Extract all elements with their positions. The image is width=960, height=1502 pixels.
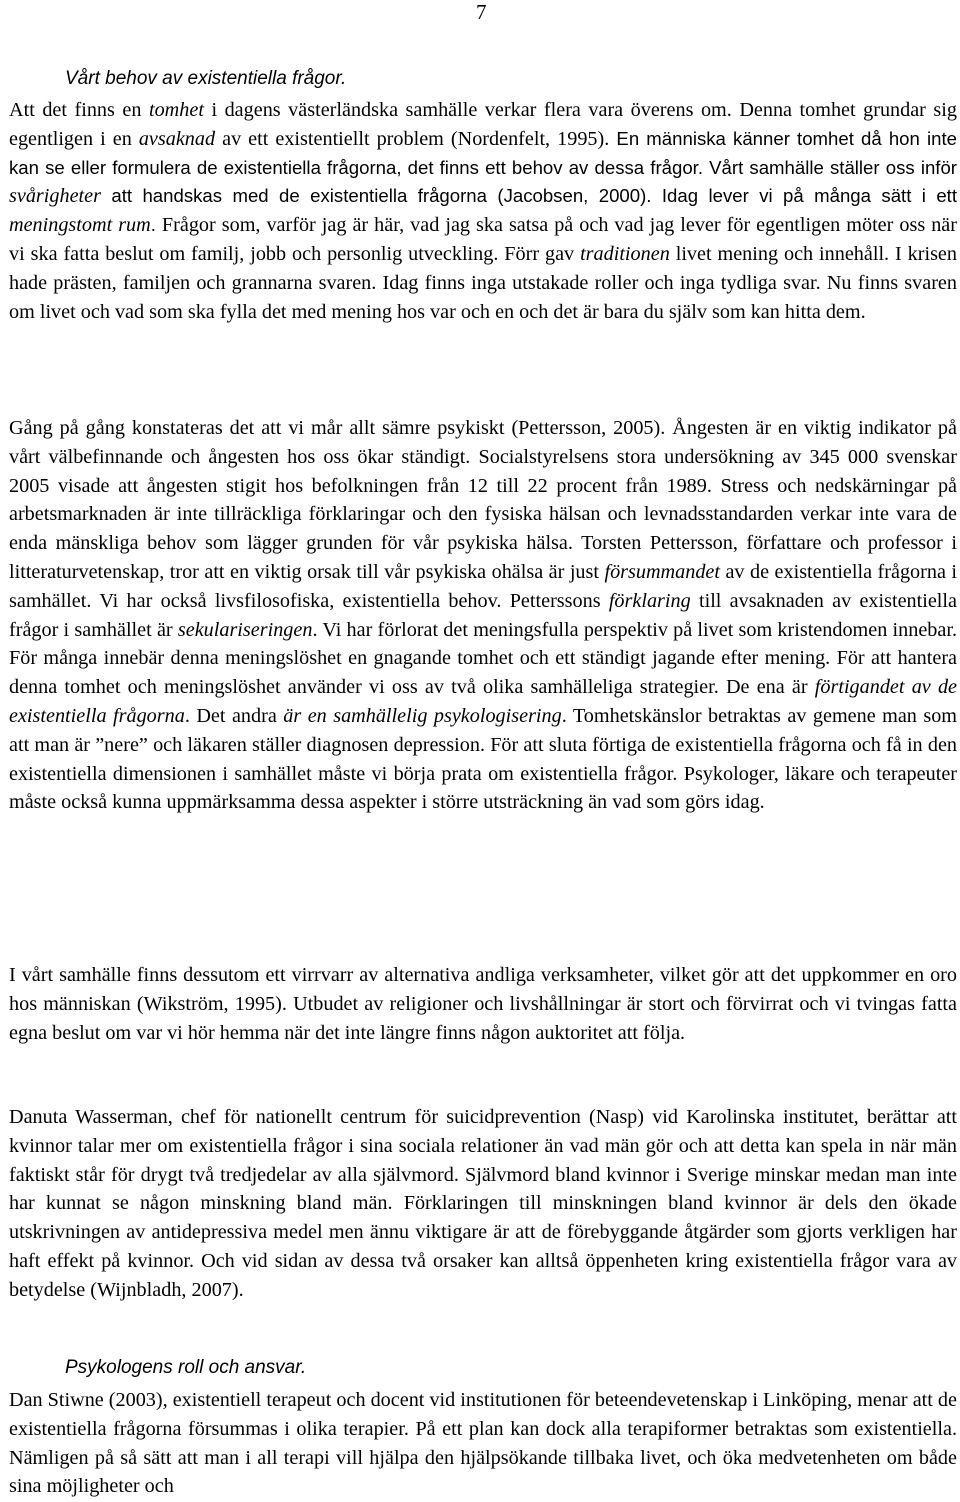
text-run: livet mening och innehåll. I krisen hade prästen, familjen och grannarna svaren. Idag finns inga utstakade roller och inga tydliga svar. Nu finns svaren om livet och vad som ska fylla det med mening hos var och en och det är bara du själv som kan hitta dem. (9, 242, 957, 323)
text-run: av ett existentiellt problem (Nordenfelt, 1995). (215, 127, 610, 150)
paragraph-spiritual-alternatives: I vårt samhälle finns dessutom ett virrvarr av alternativa andliga verksamheter, vilket gör att det uppkommer en oro hos människan (Wikström, 1995). Utbudet av religioner och livshållningar är stort och förvirrat och vi tvingas fatta egna beslut om var vi hör hemma när det inte längre finns någon auktoritet att följa. (9, 964, 957, 1044)
emphasis: traditionen (580, 242, 670, 265)
emphasis: förklaring (608, 589, 691, 612)
text-run: i dagens västerländska samhälle verkar flera vara överens om. Denna tomhet grundar sig egentligen i en (9, 99, 957, 150)
text-run: Frågor som, varför jag är här, vad jag ska satsa på och vad jag lever för egentligen möter oss när vi ska fatta beslut om familj, jobb och personlig utveckling. Förr gav (9, 214, 957, 265)
text-run: av de existentiella frågorna i samhället. Vi har också livsfilosofiska, existentiella behov. Petterssons (9, 560, 957, 612)
emphasis: meningstomt rum (9, 214, 151, 237)
emphasis: sekulariseringen (177, 618, 313, 641)
section-heading-psychologist-role: Psykologens roll och ansvar. (65, 1357, 307, 1378)
paragraph-emptiness (9, 96, 957, 326)
emphasis: förtigandet av de existentiella frågorna (9, 676, 957, 727)
emphasis: försummandet (604, 560, 720, 583)
emphasis: svårigheter (9, 185, 101, 208)
text-run: . Tomhetskänslor betraktas av gemene man som att man är ”nere” och läkaren ställer diagnosen depression. För att sluta förtiga de existentiella frågorna och få in den existentiella dimensionen i samhället måste vi börja prata om existentiella frågor. Psykologer, läkare och terapeuter måste också kunna uppmärksamma dessa aspekter i större utsträckning än vad som görs idag. (9, 704, 958, 814)
text-run: Att det finns en (9, 99, 149, 121)
text-run: . (150, 214, 156, 236)
section-heading-existential-needs: Vårt behov av existentiella frågor. (65, 68, 347, 89)
text-run: till avsaknaden av existentiella frågor i samhället är (9, 589, 957, 641)
text-run: Gång på gång konstateras det att vi mår allt sämre psykiskt (Pettersson, 2005). Ångesten är en viktig indikator på vårt välbefinnande och ångesten hos oss ökar ständigt. Socialstyrelsens stora undersökning av 345 000 svenskar 2005 visade att ångesten stigit hos befolkningen från 12 till 22 procent från 1989. Stress och nedskärningar på arbetsmarknaden är inte tillräckliga förklaringar och den fysiska hälsan och levnadsstandarden verkar inte vara de enda mänskliga behov som lägger grunden för vår psykiska hälsa. Torsten Pettersson, författare och professor i litteraturvetenskap, tror att en viktig orsak till vår psykiska ohälsa är just (9, 417, 957, 583)
emphasis: är en samhällelig psykologisering (283, 704, 562, 727)
text-run: att handskas med de existentiella frågorna (Jacobsen, 2000). Idag lever vi på många sätt i ett (100, 185, 957, 207)
page-number: 7 (476, 0, 487, 24)
paragraph-stiwne: Dan Stiwne (2003), existentiell terapeut och docent vid institutionen för beteendevetenskap i Linköping, menar att de existentiella frågorna försummas i olika terapier. På ett plan kan dock alla terapiformer betraktas som existentiella. Nämligen på så sätt att man i all terapi vill hjälpa den hjälpsökande tillbaka livet, och öka medvetenheten om både sina möjligheter och (9, 1389, 957, 1498)
paragraph-anxiety (9, 414, 957, 817)
text-run: . Vi har förlorat det meningsfulla perspektiv på livet som kristendomen innebar. För många innebär denna meningslöshet en gnagande tomhet och ett ständigt jagande efter mening. För att hantera denna tomhet och meningslöshet använder vi oss av två olika samhälleliga strategier. De ena är (9, 618, 957, 699)
emphasis: avsaknad (138, 127, 216, 150)
text-run: . Det andra (184, 704, 284, 727)
paragraph-wasserman: Danuta Wasserman, chef för nationellt centrum för suicidprevention (Nasp) vid Karolinska institutet, berättar att kvinnor talar mer om existentiella frågor i sina sociala relationer än vad män gör och att detta kan spela in när män faktiskt står för drygt två tredjedelar av alla självmord. Självmord bland kvinnor i Sverige minskar medan man inte har kunnat se någon minskning bland män. Förklaringen till minskningen bland kvinnor är dels den ökade utskrivningen av antidepressiva medel men ännu viktigare är att de förebyggande åtgärder som gjorts verkligen har haft effekt på kvinnor. Och vid sidan av dessa två orsaker kan alltså öppenheten kring existentiella frågor vara av betydelse (Wijnbladh, 2007). (9, 1106, 957, 1301)
emphasis: tomhet (148, 99, 204, 121)
text-run: En människa känner tomhet då hon inte kan se eller formulera de existentiella frågorna, det finns ett behov av dessa frågor. Vårt samhälle ställer oss inför (9, 127, 957, 178)
